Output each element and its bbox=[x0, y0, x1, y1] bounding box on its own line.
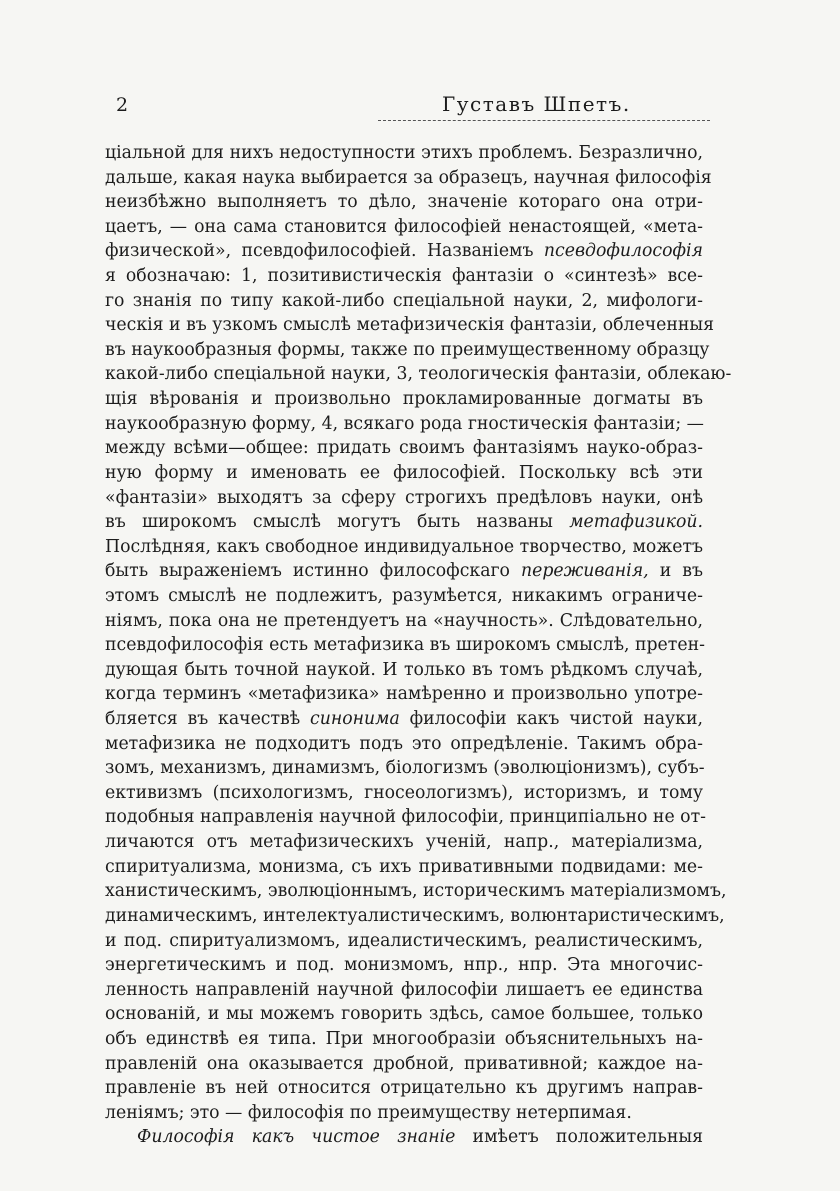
text-line bbox=[105, 436, 703, 461]
text-segment: динамическимъ, интелектуалистическимъ, волюнтаристическимъ, bbox=[105, 905, 725, 926]
text-line bbox=[105, 830, 703, 855]
text-line bbox=[105, 1101, 703, 1126]
text-segment: ную форму и именовать ее философіей. Поскольку всѣ эти bbox=[105, 462, 703, 483]
text-line bbox=[105, 781, 703, 806]
text-segment: имѣетъ положительныя bbox=[455, 1127, 703, 1148]
text-segment: дальше, какая наука выбирается за образецъ, научная философія bbox=[105, 167, 712, 188]
text-segment: неизбѣжно выполняетъ то дѣло, значеніе котораго она отри- bbox=[105, 192, 703, 213]
page-header bbox=[116, 92, 710, 122]
text-line bbox=[105, 510, 703, 535]
text-segment: ханистическимъ, эволюціоннымъ, историческимъ матеріализмомъ, bbox=[105, 881, 727, 902]
text-segment: Послѣдняя, какъ свободное индивидуальное творчество, можетъ bbox=[105, 536, 703, 557]
text-segment: «фантазіи» выходятъ за сферу строгихъ предѣловъ науки, онѣ bbox=[105, 487, 703, 508]
text-line bbox=[105, 732, 703, 757]
text-line bbox=[105, 855, 703, 880]
text-segment: ческія и въ узкомъ смыслѣ метафизическія фантазіи, облеченныя bbox=[105, 315, 715, 336]
text-segment: подобныя направленія научной философіи, принципіально не от- bbox=[105, 807, 706, 828]
text-segment: этомъ смыслѣ не подлежитъ, разумѣется, никакимъ ограниче- bbox=[105, 585, 703, 606]
text-segment: спиритуализма, монизма, съ ихъ привативными подвидами: ме- bbox=[105, 856, 703, 877]
text-line bbox=[105, 239, 703, 264]
text-segment: въ широкомъ смыслѣ могутъ быть названы bbox=[105, 512, 570, 533]
text-segment: объ единствѣ ея типа. При многообразіи объяснительныхъ на- bbox=[105, 1028, 703, 1049]
text-line bbox=[105, 362, 732, 387]
text-segment: правленій она оказывается дробной, привативной; каждое на- bbox=[105, 1053, 703, 1074]
text-segment: физической», псевдофилософіей. Названіемъ bbox=[105, 241, 544, 262]
text-segment: дующая быть точной наукой. И только въ томъ рѣдкомъ случаѣ, bbox=[105, 659, 703, 680]
text-line bbox=[105, 929, 703, 954]
text-segment: основаній, и мы можемъ говорить здѣсь, самое большее, только bbox=[105, 1004, 703, 1025]
text-segment: ціальной для нихъ недоступности этихъ проблемъ. Безразлично, bbox=[105, 143, 703, 163]
text-line bbox=[105, 756, 703, 781]
text-segment: ленность направленій научной философіи лишаетъ ее единства bbox=[105, 979, 703, 1000]
text-line bbox=[105, 486, 703, 511]
text-segment: и въ bbox=[648, 561, 703, 582]
text-segment: наукообразную форму, 4, всякаго рода гностическія фантазіи; — bbox=[105, 413, 704, 434]
text-line bbox=[105, 412, 703, 437]
text-segment: леніямъ; это — философія по преимуществу нетерпимая. bbox=[105, 1102, 632, 1123]
text-segment: щія вѣрованія и произвольно прокламированные догматы въ bbox=[105, 389, 703, 410]
text-segment: метафизика не подходитъ подъ это опредѣленіе. Такимъ обра- bbox=[105, 733, 703, 754]
text-line bbox=[105, 215, 703, 240]
text-segment: правленіе въ ней относится отрицательно къ другимъ направ- bbox=[105, 1078, 703, 1099]
running-head: Густавъ Шпетъ. bbox=[442, 92, 631, 116]
header-rule bbox=[378, 120, 710, 121]
text-line bbox=[105, 166, 712, 191]
text-line bbox=[105, 584, 703, 609]
text-segment: когда терминъ «метафизика» намѣренно и произвольно употре- bbox=[105, 684, 703, 705]
text-line bbox=[105, 805, 706, 830]
text-segment: псевдофилософія есть метафизика въ широкомъ смыслѣ, претен- bbox=[105, 635, 705, 656]
text-line bbox=[105, 264, 703, 289]
text-line bbox=[105, 1125, 703, 1150]
text-line bbox=[105, 387, 703, 412]
emphasis-text: синонима bbox=[310, 709, 400, 730]
page-number: 2 bbox=[116, 94, 129, 116]
text-line bbox=[105, 904, 725, 929]
text-segment: го знанія по типу какой-либо спеціальной науки, 2, мифологи- bbox=[105, 290, 703, 311]
emphasis-text: переживанія, bbox=[521, 561, 649, 582]
text-line bbox=[105, 1002, 703, 1027]
emphasis-text: метафизикой. bbox=[569, 512, 703, 533]
text-line bbox=[105, 190, 703, 215]
text-line bbox=[105, 682, 703, 707]
text-line bbox=[105, 978, 703, 1003]
text-segment: и под. спиритуализмомъ, идеалистическимъ, реалистическимъ, bbox=[105, 930, 703, 951]
text-line bbox=[105, 535, 703, 560]
text-segment: какой-либо спеціальной науки, 3, теологическія фантазіи, облекаю- bbox=[105, 364, 732, 385]
text-line bbox=[105, 707, 703, 732]
emphasis-text: Философія какъ чистое знаніе bbox=[137, 1127, 456, 1148]
text-line bbox=[105, 953, 703, 978]
text-line bbox=[105, 338, 710, 363]
text-segment: личаются отъ метафизическихъ ученій, напр., матеріализма, bbox=[105, 832, 703, 853]
text-segment: въ наукообразныя формы, также по преимущественному образцу bbox=[105, 339, 710, 360]
text-segment: энергетическимъ и под. монизмомъ, нпр., нпр. Эта многочис- bbox=[105, 955, 703, 976]
text-segment: я обозначаю: 1, позитивистическія фантазіи о «синтезѣ» все- bbox=[105, 266, 703, 287]
text-line bbox=[105, 1027, 703, 1052]
text-segment: бляется въ качествѣ bbox=[105, 709, 311, 730]
text-segment: ніямъ, пока она не претендуетъ на «научность». Слѣдовательно, bbox=[105, 610, 703, 631]
text-segment: между всѣми—общее: придать своимъ фантазіямъ науко-образ- bbox=[105, 438, 703, 459]
body-text bbox=[105, 141, 732, 1150]
text-line bbox=[105, 559, 703, 584]
text-segment: зомъ, механизмъ, динамизмъ, біологизмъ (эволюціонизмъ), субъ- bbox=[105, 758, 705, 779]
text-line bbox=[105, 609, 703, 634]
text-line bbox=[105, 289, 703, 314]
text-line bbox=[105, 658, 703, 683]
text-segment: ективизмъ (психологизмъ, гносеологизмъ), историзмъ, и тому bbox=[105, 782, 703, 803]
text-line bbox=[105, 141, 703, 166]
text-line bbox=[105, 633, 703, 658]
emphasis-text: псевдофилософія bbox=[543, 241, 703, 262]
text-line bbox=[105, 1076, 703, 1101]
text-line bbox=[105, 461, 703, 486]
text-segment: быть выраженіемъ истинно философскаго bbox=[105, 561, 522, 582]
text-line bbox=[105, 879, 727, 904]
text-segment: философіи какъ чистой науки, bbox=[399, 709, 703, 730]
text-line bbox=[105, 1052, 703, 1077]
text-line bbox=[105, 313, 715, 338]
text-segment: цаетъ, — она сама становится философіей ненастоящей, «мета- bbox=[105, 216, 703, 237]
